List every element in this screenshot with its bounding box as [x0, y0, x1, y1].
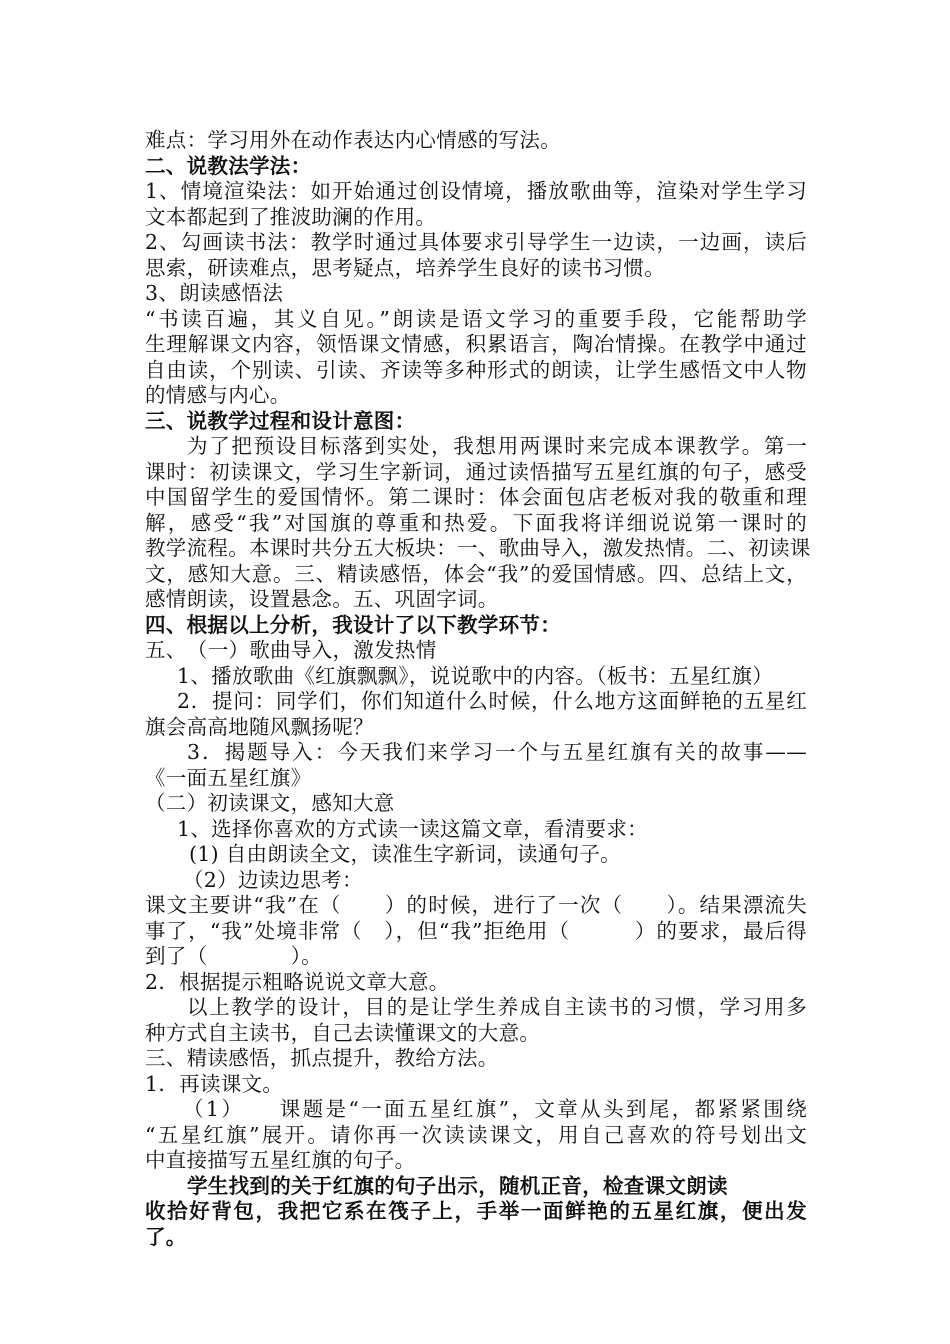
- heading-line: 三、说教学过程和设计意图：: [145, 408, 416, 433]
- text-line: 中国留学生的爱国情怀。第二课时：体会面包店老板对我的敬重和理: [145, 485, 807, 509]
- text-line: 感情朗读，设置悬念。五、巩固字词。: [145, 587, 499, 611]
- text-line: 思索，研读难点，思考疑点，培养学生良好的读书习惯。: [145, 255, 665, 280]
- heading-line: 学生找到的关于红旗的句子出示，随机正音，检查课文朗读: [187, 1173, 728, 1198]
- text-line: 种方式自主读书，自己去读懂课文的大意。: [145, 1020, 541, 1045]
- text-line: 生理解课文内容，领悟课文情感，积累语言，陶冶情操。在教学中通过: [145, 332, 807, 356]
- document-body: [145, 128, 811, 1250]
- text-line: 三、精读感悟，抓点提升，教给方法。: [145, 1046, 499, 1070]
- text-line: 2．根据提示粗略说说文章大意。: [145, 969, 450, 994]
- text-line: 1、选择你喜欢的方式读一读这篇文章，看清要求：: [177, 816, 648, 841]
- heading-line: 了。: [145, 1224, 187, 1249]
- text-line: 难点：学习用外在动作表达内心情感的写法。: [145, 128, 561, 152]
- text-line: 旗会高高地随风飘扬呢？: [145, 714, 374, 739]
- text-line: 自由读，个别读、引读、齐读等多种形式的朗读，让学生感悟文中人物: [145, 357, 807, 382]
- text-line: 3、朗读感悟法: [145, 281, 284, 305]
- text-line: 以上教学的设计，目的是让学生养成自主读书的习惯，学习用多: [187, 995, 807, 1019]
- text-line: 课文主要讲“我”在（ ）的时候，进行了一次（ ）。结果漂流失: [145, 893, 807, 917]
- text-line: 1．再读课文。: [145, 1071, 284, 1096]
- heading-line: 四、根据以上分析，我设计了以下教学环节：: [145, 612, 561, 637]
- text-line: 1、情境渲染法：如开始通过创设情境，播放歌曲等，渲染对学生学习: [145, 179, 807, 203]
- text-line: 事了，“我”处境非常（ ），但“我”拒绝用（ ）的要求，最后得: [145, 918, 807, 943]
- text-line: 中直接描写五星红旗的句子。: [145, 1148, 416, 1172]
- text-line: 《一面五星红旗》: [145, 765, 312, 790]
- text-line: 文，感知大意。三、精读感悟，体会“我”的爱国情感。四、总结上文，: [145, 561, 807, 586]
- text-line: 文本都起到了推波助澜的作用。: [145, 204, 437, 229]
- text-line: (1) 自由朗读全文，读准生字新词，读通句子。: [189, 842, 621, 866]
- text-line: 2、勾画读书法：教学时通过具体要求引导学生一边读，一边画，读后: [145, 230, 807, 254]
- text-line: 3．揭题导入：今天我们来学习一个与五星红旗有关的故事——: [187, 740, 807, 764]
- text-line: 课时：初读课文，学习生字新词，通过读悟描写五星红旗的句子，感受: [145, 459, 807, 484]
- text-line: “书读百遍，其义自见。”朗读是语文学习的重要手段，它能帮助学: [145, 306, 807, 331]
- text-line: 1、播放歌曲《红旗飘飘》，说说歌中的内容。（板书：五星红旗）: [177, 663, 774, 688]
- text-line: （二）初读课文，感知大意: [145, 791, 395, 815]
- text-line: 的情感与内心。: [145, 383, 291, 407]
- text-line: 五、 （一）歌曲导入，激发热情: [145, 638, 437, 662]
- text-line: （2）边读边思考：: [183, 867, 363, 892]
- text-line: 到了（ ）。: [145, 944, 322, 968]
- text-line: “五星红旗”展开。请你再一次读读课文，用自己喜欢的符号划出文: [145, 1122, 807, 1147]
- text-line: 解，感受“我”对国旗的尊重和热爱。下面我将详细说说第一课时的: [145, 510, 807, 535]
- text-line: 为了把预设目标落到实处，我想用两课时来完成本课教学。第一: [187, 434, 807, 458]
- text-line: （1） 课题是“一面五星红旗”，文章从头到尾，都紧紧围绕: [183, 1097, 807, 1121]
- heading-line: 二、说教法学法：: [145, 153, 312, 178]
- text-line: 2．提问：同学们，你们知道什么时候，什么地方这面鲜艳的五星红: [177, 689, 807, 713]
- text-line: 教学流程。本课时共分五大板块：一、歌曲导入，激发热情。二、初读课: [145, 536, 811, 560]
- heading-line: 收拾好背包，我把它系在筏子上，手举一面鲜艳的五星红旗，便出发: [145, 1199, 807, 1223]
